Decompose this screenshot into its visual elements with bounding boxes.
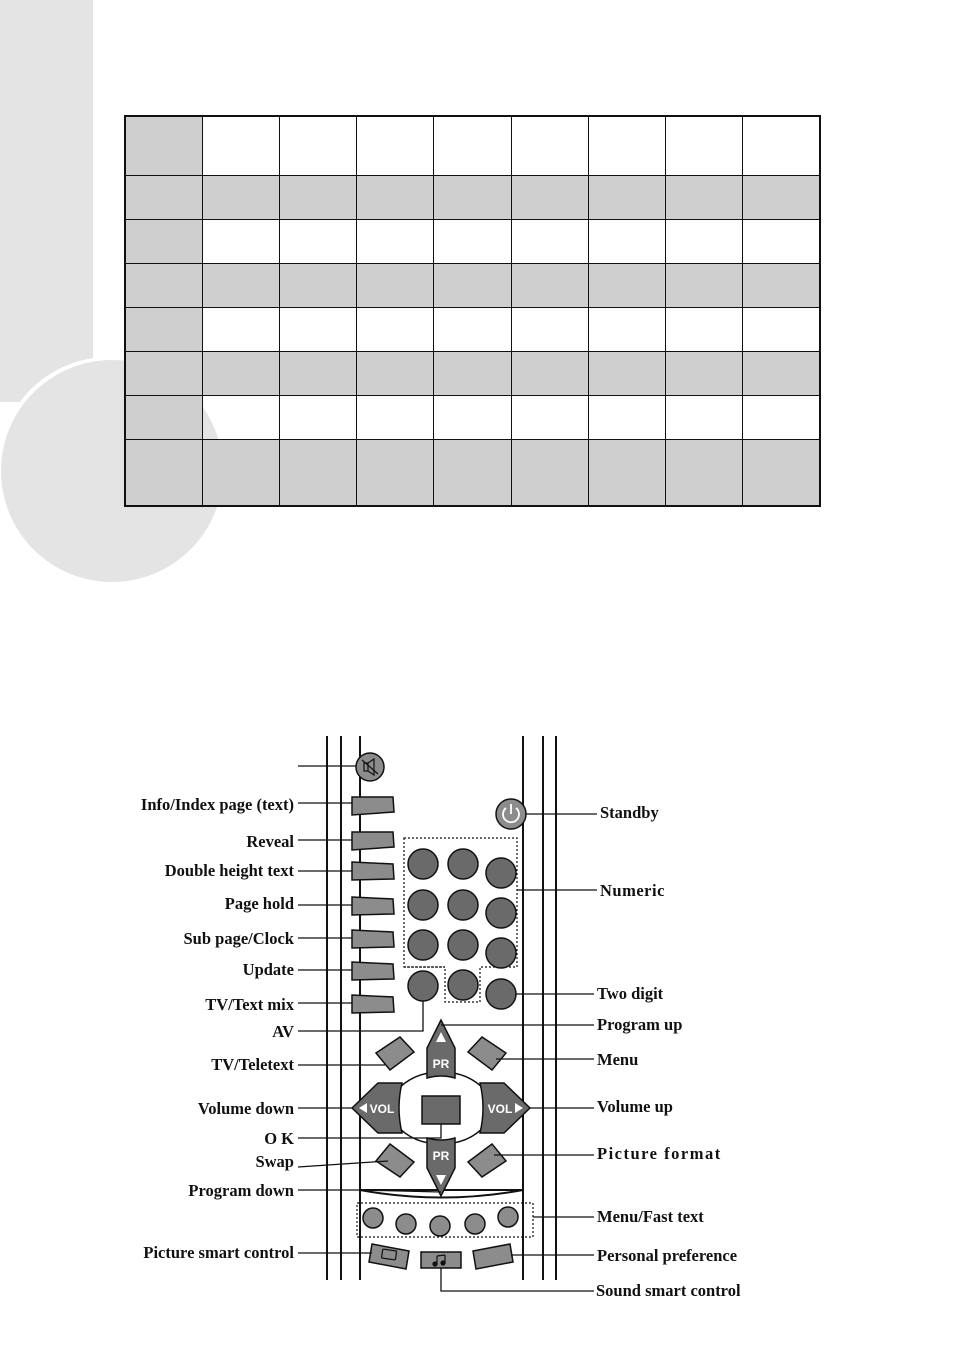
table-row [125, 116, 820, 176]
table-row [125, 440, 820, 506]
teletext-buttons [352, 797, 394, 1013]
svg-text:VOL: VOL [487, 1102, 513, 1116]
double-height-button[interactable] [352, 862, 394, 880]
label-picture-smart-control: Picture smart control [143, 1243, 294, 1262]
navigation-cluster [352, 1020, 530, 1196]
label-info-index: Info/Index page (text) [140, 795, 294, 814]
table-row [125, 352, 820, 396]
label-volume-down: Volume down [197, 1099, 294, 1118]
svg-text:PR: PR [432, 1057, 450, 1071]
remote-control-diagram [0, 700, 954, 1320]
mute-button[interactable] [356, 753, 384, 781]
label-numeric: Numeric [600, 881, 665, 900]
menu-fast-text-button[interactable] [498, 1207, 518, 1227]
empty-grid-table [124, 115, 821, 507]
table-row [125, 220, 820, 264]
label-volume-up: Volume up [597, 1097, 673, 1116]
svg-text:PR: PR [432, 1149, 450, 1163]
fast-text-button[interactable] [396, 1214, 416, 1234]
picture-format-button[interactable] [468, 1144, 506, 1177]
label-tv-text-mix: TV/Text mix [205, 995, 294, 1014]
label-two-digit: Two digit [597, 984, 664, 1003]
label-double-height: Double height text [164, 861, 294, 880]
table-row [125, 308, 820, 352]
av-button[interactable] [408, 971, 438, 1001]
numeric-button[interactable] [486, 898, 516, 928]
label-personal-preference: Personal preference [597, 1246, 738, 1265]
numeric-button[interactable] [408, 930, 438, 960]
numeric-keypad [408, 849, 516, 1009]
numeric-button[interactable] [408, 849, 438, 879]
label-program-down: Program down [188, 1181, 294, 1200]
label-sub-page-clock: Sub page/Clock [183, 929, 294, 948]
tv-text-mix-button[interactable] [352, 995, 394, 1013]
numeric-button[interactable] [486, 858, 516, 888]
label-page-hold: Page hold [224, 894, 294, 913]
picture-smart-control-button[interactable] [369, 1244, 409, 1269]
standby-button[interactable] [496, 799, 526, 829]
numeric-button[interactable] [448, 930, 478, 960]
label-tv-teletext: TV/Teletext [211, 1055, 294, 1074]
info-index-button[interactable] [352, 797, 394, 815]
label-update: Update [242, 960, 294, 979]
fast-text-buttons [363, 1207, 518, 1236]
numeric-button[interactable] [448, 849, 478, 879]
fast-text-button[interactable] [465, 1214, 485, 1234]
personal-preference-button[interactable] [473, 1244, 513, 1269]
program-up-button[interactable] [427, 1020, 455, 1078]
swap-button[interactable] [376, 1144, 414, 1177]
left-labels [141, 795, 295, 1262]
label-standby: Standby [600, 803, 659, 822]
ok-button[interactable] [422, 1096, 460, 1124]
label-av: AV [272, 1022, 294, 1041]
right-leader-lines [441, 814, 597, 1291]
right-labels [596, 803, 741, 1300]
menu-button[interactable] [468, 1037, 506, 1070]
label-menu-fast-text: Menu/Fast text [597, 1207, 704, 1226]
two-digit-button[interactable] [486, 979, 516, 1009]
label-menu: Menu [597, 1050, 639, 1069]
numeric-button[interactable] [486, 938, 516, 968]
label-sound-smart-control: Sound smart control [596, 1281, 741, 1300]
svg-text:VOL: VOL [369, 1102, 395, 1116]
program-down-button[interactable] [427, 1138, 455, 1196]
numeric-button[interactable] [448, 890, 478, 920]
fast-text-button[interactable] [363, 1208, 383, 1228]
numeric-button[interactable] [448, 970, 478, 1000]
label-reveal: Reveal [246, 832, 294, 851]
fast-text-button[interactable] [430, 1216, 450, 1236]
table-row [125, 176, 820, 220]
label-swap: Swap [255, 1152, 294, 1171]
label-picture-format: Picture format [597, 1144, 722, 1163]
sound-smart-control-button[interactable] [421, 1252, 461, 1268]
label-program-up: Program up [597, 1015, 683, 1034]
label-ok: O K [264, 1129, 294, 1148]
side-bar-decoration [0, 0, 93, 402]
reveal-button[interactable] [352, 832, 394, 850]
table-row [125, 264, 820, 308]
page-hold-button[interactable] [352, 897, 394, 915]
table-row [125, 396, 820, 440]
numeric-button[interactable] [408, 890, 438, 920]
update-button[interactable] [352, 962, 394, 980]
sub-page-clock-button[interactable] [352, 930, 394, 948]
